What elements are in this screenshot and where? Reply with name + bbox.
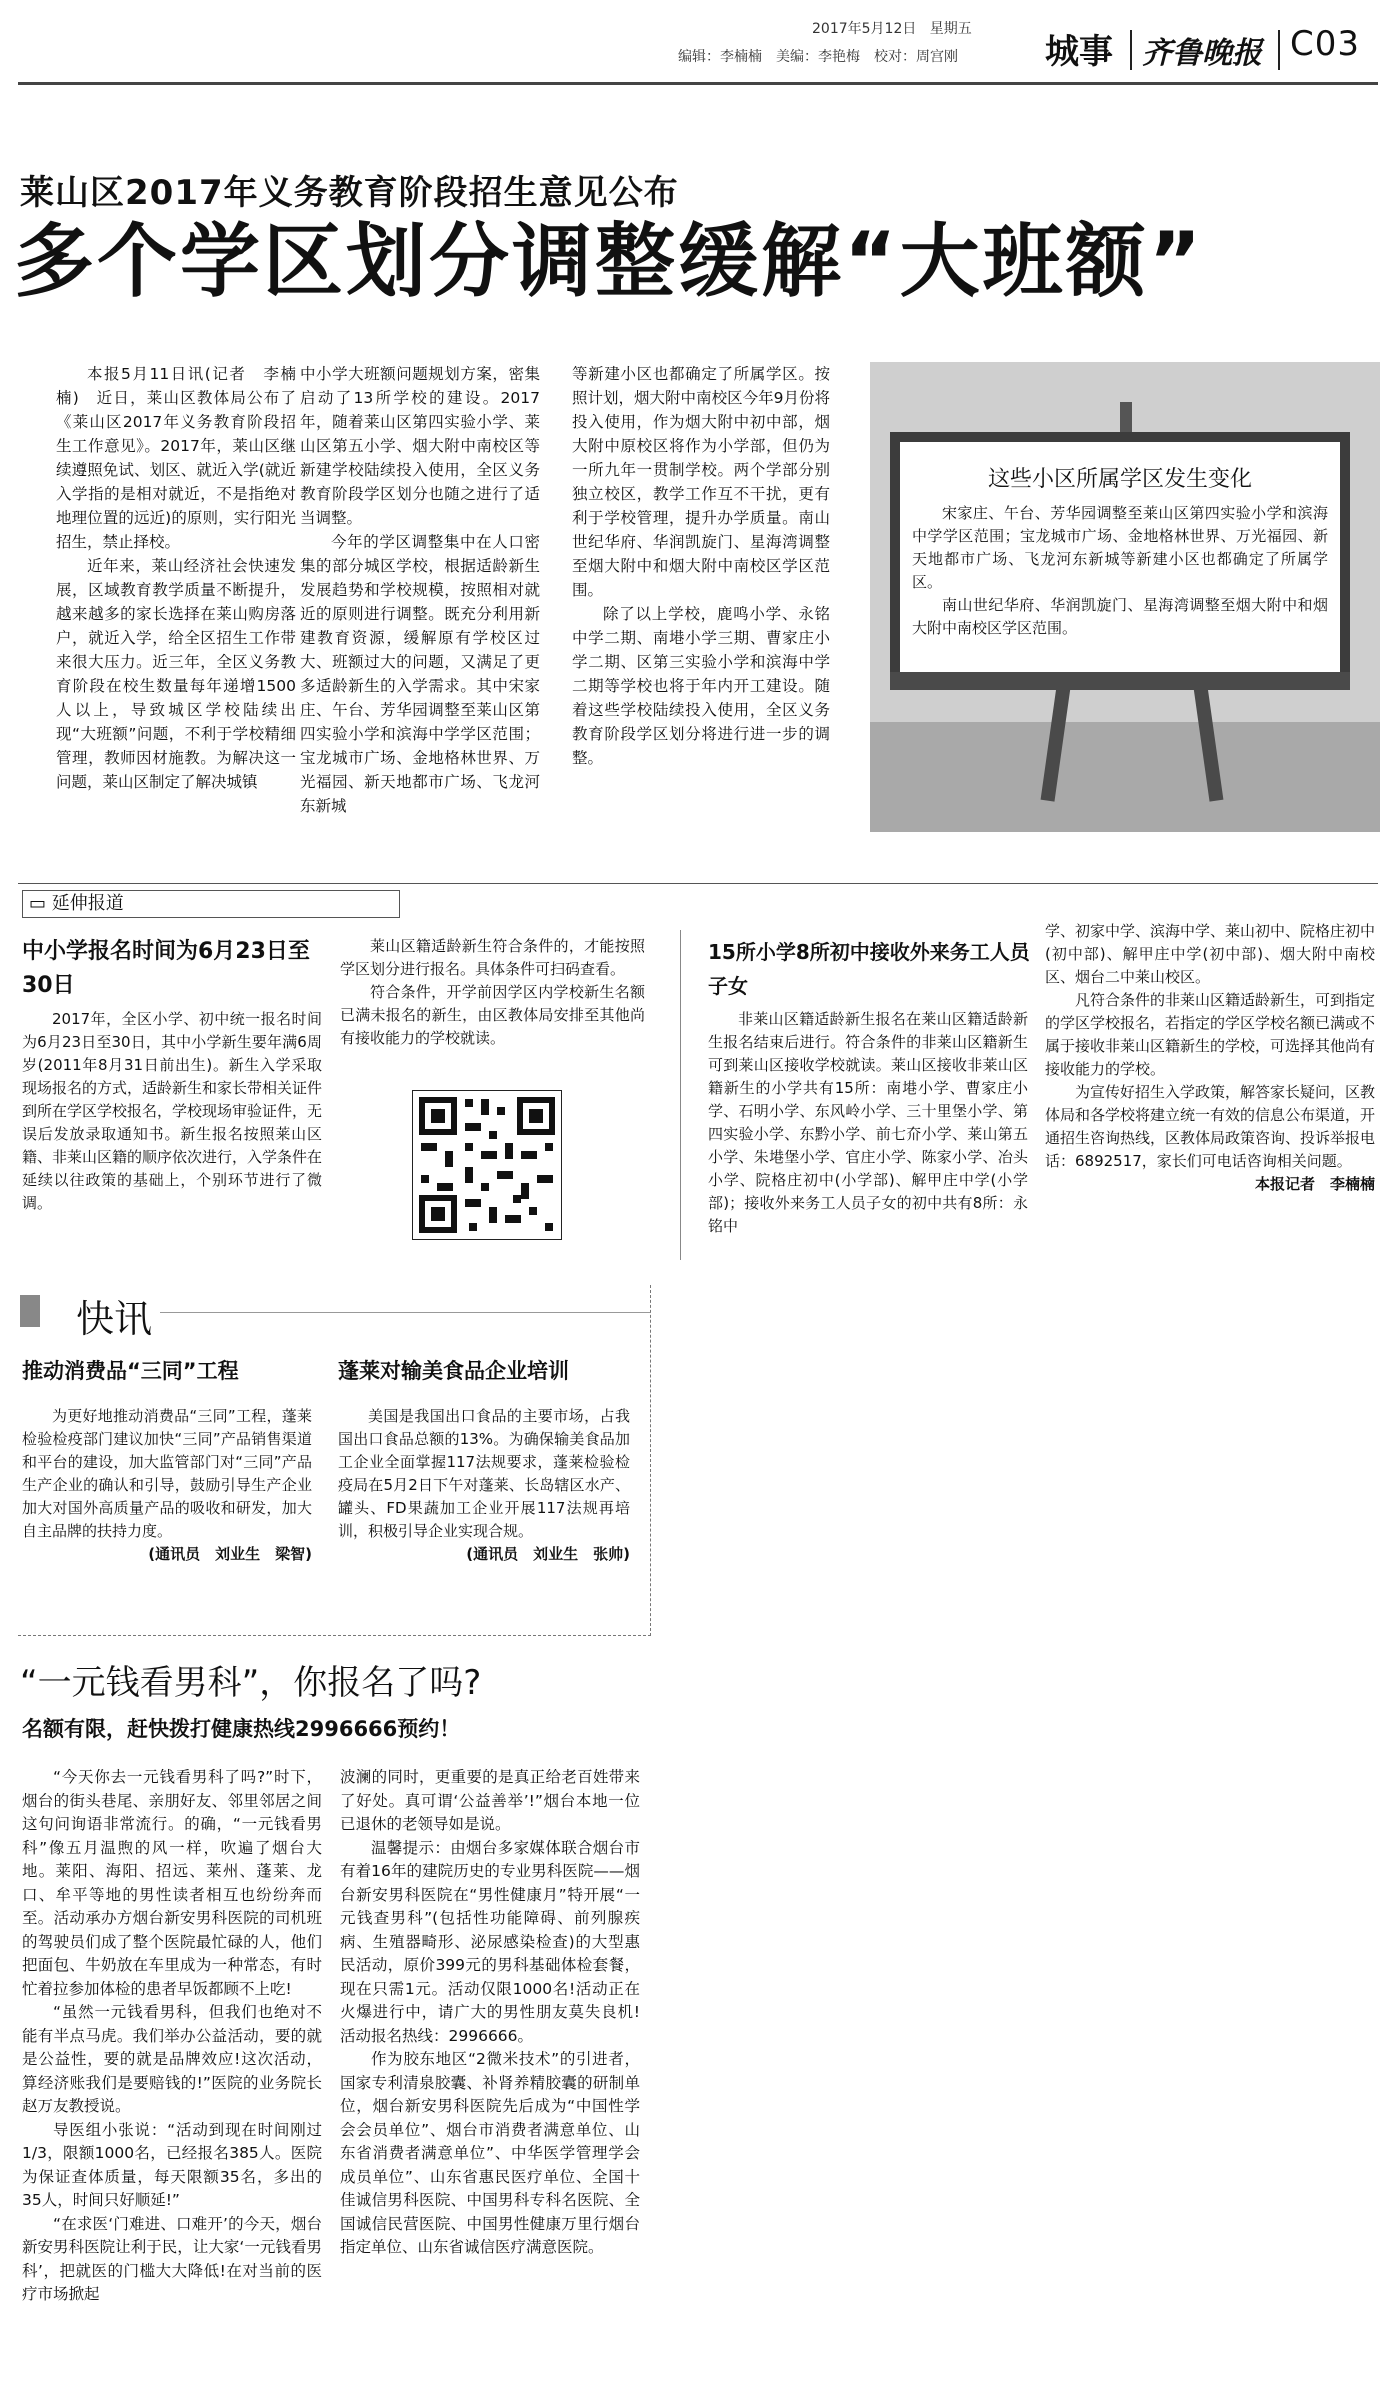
news-2-byline: (通讯员 刘业生 张帅) [466, 1545, 630, 1563]
article-paragraph: 2017年，全区小学、初中统一报名时间为6月23日至30日，其中小学新生要年满6周岁(2011年8月31日前出生)。新生入学采取现场报名的方式，适龄新生和家长带相关证件到所在学区学校报名，学校现场审验证件，无误后发放录取通知书。新生报名按照莱山区籍、非莱山区籍的顺序依次进行，入学条件在延续以往政策的基础上，个别环节进行了微调。 [22, 1010, 323, 1212]
weekday: 星期五 [929, 21, 972, 37]
news-2-body [338, 1405, 630, 1566]
article-1-title: 中小学报名时间为6月23日至30日 [22, 939, 310, 998]
article-paragraph: 非莱山区籍适龄新生报名在莱山区籍适龄新生报名结束后进行。符合条件的非莱山区籍新生可到莱山区接收学校就读。莱山区接收非莱山区籍新生的小学共有15所：南塂小学、曹家庄小学、石明小学、东风岭小学、三十里堡小学、第四实验小学、东黔小学、前七夼小学、莱山第五小学、朱塂堡小学、官庄小学、陈家小学、冶头小学、院格庄初中(小学部)、解甲庄中学(小学部)；接收外来务工人员子女的初中共有8所：永铭中 [708, 1010, 1028, 1235]
masthead-rule [18, 82, 1378, 85]
news-paragraph: 美国是我国出口食品的主要市场，占我国出口食品总额的13%。为确保输美食品加工企业全面掌握117法规要求，蓬莱检验检疫局在5月2日下午对蓬莱、长岛辖区水产、罐头、FD果蔬加工企业开展117法规再培训，积极引导企业实现合规。 [338, 1407, 630, 1540]
lead-paragraph: 近年来，莱山经济社会快速发展，区域教育教学质量不断提升，越来越多的家长选择在莱山购房落户，就近入学，给全区招生工作带来很大压力。近三年，全区义务教育阶段在校生数量每年递增1500人以上，导致城区学校陆续出现“大班额”问题，不利于学校精细管理，教师因材施教。为解决这一问题，莱山区制定了解决城镇 [56, 557, 296, 791]
article-2-body-2 [1045, 920, 1375, 1196]
extension-tab [22, 890, 400, 918]
article-paragraph: 凡符合条件的非莱山区籍适龄新生，可到指定的学区学校报名，若指定的学区学校名额已满或不属于接收非莱山区籍新生的学校，可选择其他尚有接收能力的学校。 [1045, 991, 1376, 1078]
ad-paragraph: 作为胶东地区“2微米技术”的引进者，国家专利清泉胶囊、补肾养精胶囊的研制单位，烟台新安男科医院先后成为“中国性学会会员单位”、烟台市消费者满意单位、山东省消费者满意单位”、中华医学管理学会成员单位”、山东省惠民医疗单位、全国十佳诚信男科医院、中国男科专科名医院、全国诚信民营医院、中国男性健康万里行烟台指定单位、山东省诚信医疗满意医院。 [340, 2050, 640, 2256]
article-1-body-2 [340, 935, 645, 1050]
news-1-byline: (通讯员 刘业生 梁智) [148, 1545, 312, 1563]
lead-paragraph: 等新建小区也都确定了所属学区。按照计划，烟大附中南校区今年9月份将投入使用，作为烟大附中初中部，烟大附中原校区将作为小学部，但仍为一所九年一贯制学校。两个学部分别独立校区，教学工作互不干扰，更有利于学校管理，提升办学质量。南山世纪华府、华润凯旋门、星海湾调整至烟大附中和烟大附中南校区学区范围。 [572, 365, 830, 599]
ad-paragraph: 波澜的同时，更重要的是真正给老百姓带来了好处。真可谓‘公益善举’!”烟台本地一位已退休的老领导如是说。 [340, 1768, 640, 1833]
article-1-body [22, 1008, 322, 1215]
kuaixun-rule [160, 1312, 650, 1313]
newspaper-logo: 齐鲁晚报 [1142, 36, 1262, 71]
ad-subhead: 名额有限，赶快拨打健康热线2996666预约！ [22, 1717, 461, 1741]
board-paragraph: 宋家庄、午台、芳华园调整至莱山区第四实验小学和滨海中学学区范围；宝龙城市广场、金地格林世界、万光福园、新天地都市广场、飞龙河东新城等新建小区也都确定了所属学区。 [912, 504, 1328, 591]
extension-tab-label: 延伸报道 [51, 893, 124, 914]
ad-paragraph: 导医组小张说：“活动到现在时间刚过1/3，限额1000名，已经报名385人。医院为保证查体质量，每天限额35名，多出的35人，时间只好顺延!” [22, 2120, 322, 2209]
page-number: C03 [1290, 24, 1361, 64]
article-paragraph: 莱山区籍适龄新生符合条件的，才能按照学区划分进行报名。具体条件可扫码查看。 [340, 937, 645, 978]
board-title: 这些小区所属学区发生变化 [987, 467, 1252, 492]
extension-rule [18, 883, 1378, 884]
board-text [912, 502, 1328, 640]
easel-board-graphic [870, 362, 1380, 832]
issue-date [812, 18, 972, 38]
article-2-title: 15所小学8所初中接收外来务工人员子女 [708, 940, 1030, 998]
ad-column-1 [22, 1766, 322, 2307]
board-paragraph: 南山世纪华府、华润凯旋门、星海湾调整至烟大附中和烟大附中南校区学区范围。 [912, 596, 1328, 637]
news-2-title: 蓬莱对输美食品企业培训 [338, 1359, 569, 1383]
article-2-body [708, 1008, 1028, 1238]
lead-paragraph: 中小学大班额问题规划方案，密集启动了13所学校的建设。2017年，随着莱山区第四实验小学、莱山区第五小学、烟大附中南校区等新建学校陆续投入使用，全区义务教育阶段学区划分也随之进行了适当调整。 [300, 365, 540, 527]
lead-column-1 [56, 362, 296, 794]
article-paragraph: 符合条件，开学前因学区内学校新生名额已满未报名的新生，由区教体局安排至其他尚有接收能力的学校就读。 [340, 983, 645, 1047]
lead-column-2 [300, 362, 540, 818]
ad-paragraph: 温馨提示：由烟台多家媒体联合烟台市有着16年的建院历史的专业男科医院——烟台新安男科医院在“男性健康月”特开展“一元钱查男科”(包括性功能障碍、前列腺疾病、生殖器畸形、泌尿感染检查)的大型惠民活动，原价399元的男科基础体检套餐，现在只需1元。活动仅限1000名!活动正在火爆进行中，请广大的男性朋友莫失良机!活动报名热线：2996666。 [340, 1838, 640, 2045]
masthead-divider [1130, 30, 1132, 70]
news-1-title: 推动消费品“三同”工程 [22, 1359, 239, 1383]
article-paragraph: 为宣传好招生入学政策，解答家长疑问，区教体局和各学校将建立统一有效的信息公布渠道，开通招生咨询热线，区教体局政策咨询、投诉举报电话：6892517，家长们可电话咨询相关问题。 [1045, 1083, 1376, 1170]
ad-paragraph: “虽然一元钱看男科，但我们也绝对不能有半点马虎。我们举办公益活动，要的就是公益性，要的就是品牌效应!这次活动，算经济账我们是要赔钱的!”医院的业务院长赵万友教授说。 [22, 2003, 322, 2115]
lead-paragraph: 本报5月11日讯(记者 李楠楠) 近日，莱山区教体局公布了《莱山区2017年义务教育阶段招生工作意见》。2017年，莱山区继续遵照免试、划区、就近入学(就近入学指的是相对就近，不是指绝对地理位置的远近)的原则，实行阳光招生，禁止择校。 [56, 365, 296, 551]
ad-headline: “一元钱看男科”，你报名了吗? [20, 1663, 482, 1703]
article-paragraph: 学、初家中学、滨海中学、莱山初中、院格庄初中(初中部)、解甲庄中学(初中部)、烟大附中南校区、烟台二中莱山校区。 [1045, 922, 1376, 986]
lead-paragraph: 今年的学区调整集中在人口密集的部分城区学校，根据适龄新生发展趋势和学校规模，按照相对就近的原则进行调整。既充分利用新建教育资源，缓解原有学校区过大、班额过大的问题，又满足了更多适龄新生的入学需求。其中宋家庄、午台、芳华园调整至莱山区第四实验小学和滨海中学学区范围；宝龙城市广场、金地格林世界、万光福园、新天地都市广场、飞龙河东新城 [300, 533, 540, 815]
reporter-byline: 本报记者 李楠楠 [1254, 1175, 1375, 1193]
ad-paragraph: “今天你去一元钱看男科了吗?”时下，烟台的街头巷尾、亲朋好友、邻里邻居之间这句问询语非常流行。的确，“一元钱看男科”像五月温煦的风一样，吹遍了烟台大地。莱阳、海阳、招远、莱州、蓬莱、龙口、牟平等地的男性读者相互也纷纷奔而至。活动承办方烟台新安男科医院的司机班的驾驶员们成了整个医院最忙碌的人，他们把面包、牛奶放在车里成为一种常态，有时忙着拉参加体检的患者早饭都顾不上吃! [22, 1768, 322, 1998]
kuaixun-marker-icon [20, 1295, 40, 1327]
lead-subhead: 莱山区2017年义务教育阶段招生意见公布 [20, 173, 679, 213]
lead-column-3 [572, 362, 830, 770]
lead-paragraph: 除了以上学校，鹿鸣小学、永铭中学二期、南塂小学三期、曹家庄小学二期、区第三实验小学和滨海中学二期等学校也将于年内开工建设。随着这些学校陆续投入使用，全区义务教育阶段学区划分将进行进一步的调整。 [572, 605, 830, 767]
news-paragraph: 为更好地推动消费品“三同”工程，蓬莱检验检疫部门建议加快“三同”产品销售渠道和平台的建设，加大监管部门对“三同”产品生产企业的确认和引导，鼓励引导生产企业加大对国外高质量产品的吸收和研发，加大自主品牌的扶持力度。 [22, 1407, 312, 1540]
ad-column-2 [340, 1766, 640, 2260]
masthead-divider-2 [1278, 30, 1280, 70]
section-name: 城事 [1045, 32, 1113, 72]
kuaixun-label: 快讯 [76, 1297, 153, 1341]
date: 2017年5月12日 [812, 21, 917, 37]
tab-marker-icon: ▭ [29, 893, 47, 914]
ad-paragraph: “在求医‘门难进、口难开’的今天，烟台新安男科医院让利于民，让大家‘一元钱看男科’，把就医的门槛大大降低!在对当前的医疗市场掀起 [22, 2214, 322, 2303]
qr-code-image [412, 1090, 562, 1240]
extension-divider [680, 930, 681, 1260]
lead-headline: 多个学区划分调整缓解“大班额” [14, 215, 1205, 308]
news-1-body [22, 1405, 312, 1566]
editor-line: 编辑：李楠楠 美编：李艳梅 校对：周宫刚 [678, 49, 958, 65]
